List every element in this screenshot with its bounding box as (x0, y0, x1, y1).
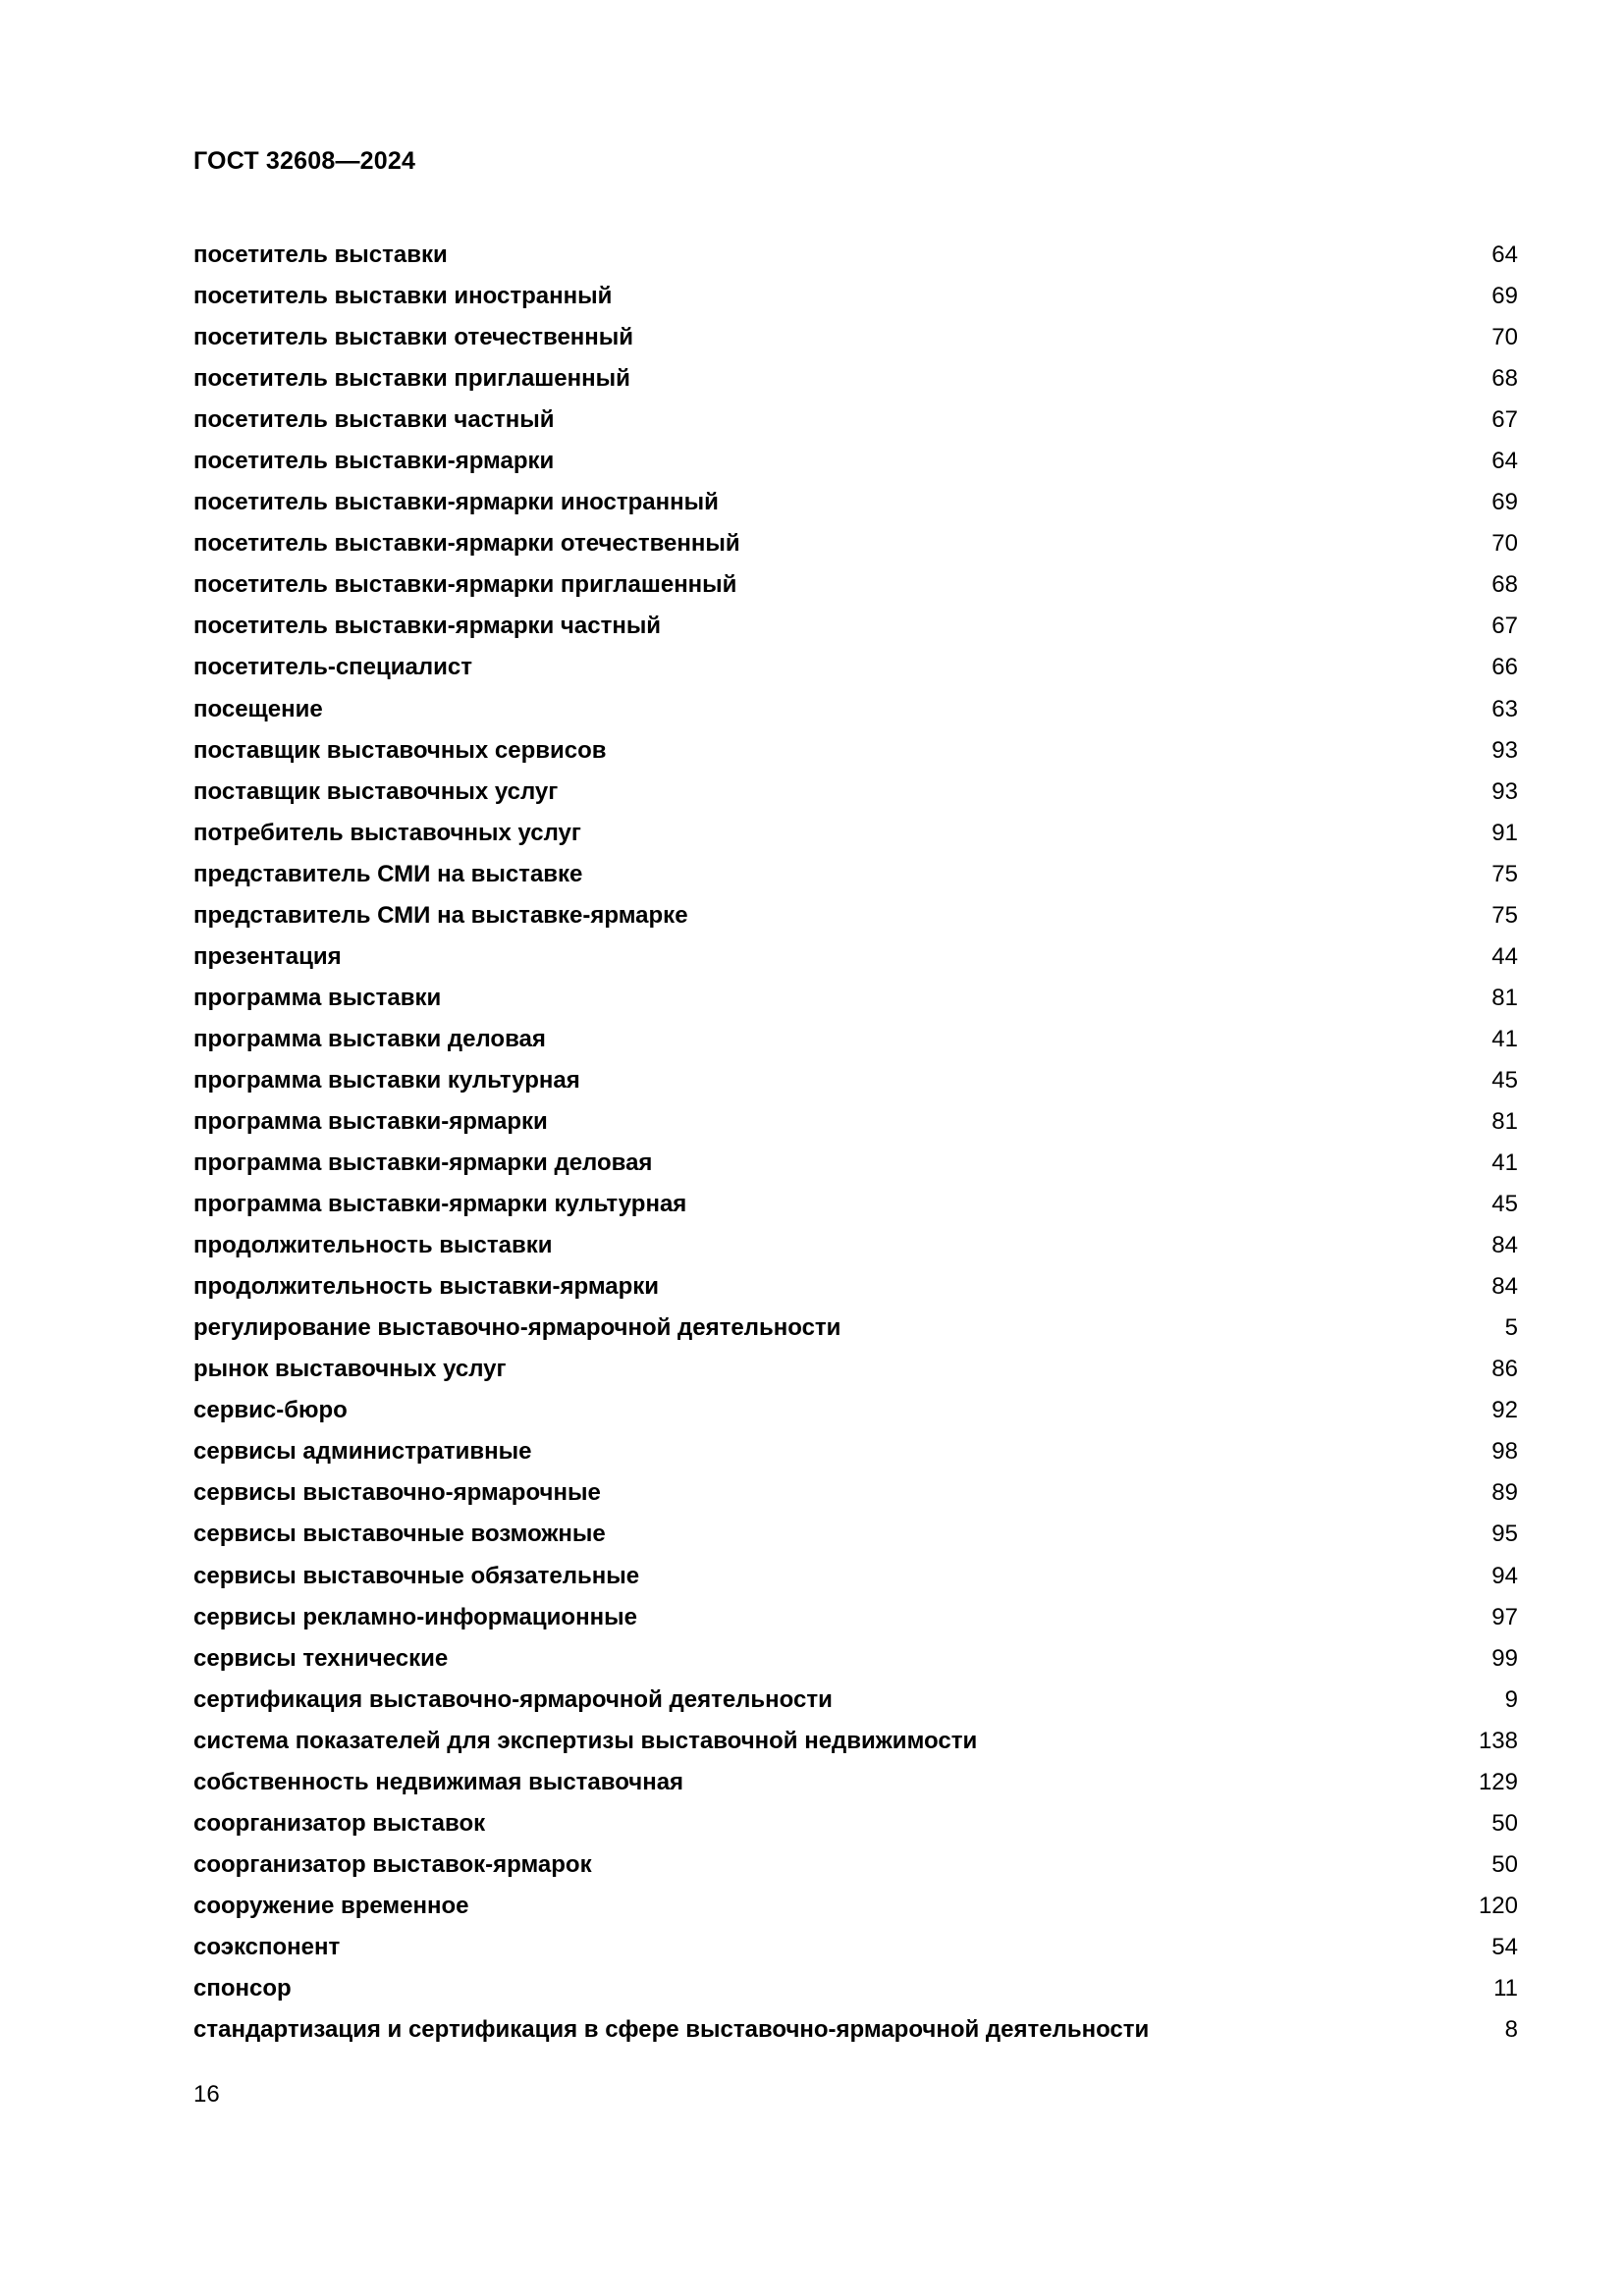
index-term: поставщик выставочных сервисов (193, 736, 607, 764)
index-page-ref: 41 (1491, 1025, 1518, 1052)
index-page-ref: 84 (1491, 1232, 1518, 1259)
index-entry (193, 2009, 1518, 2051)
index-page-ref: 44 (1491, 942, 1518, 970)
index-term: посетитель выставки-ярмарки иностранный (193, 489, 719, 516)
index-entry (193, 895, 1518, 936)
index-page-ref: 68 (1491, 571, 1518, 599)
index-term: система показателей для экспертизы выставочной недвижимости (193, 1727, 978, 1754)
index-page-ref: 50 (1491, 1850, 1518, 1878)
index-term: сервисы административные (193, 1438, 532, 1466)
index-page-ref: 11 (1493, 1974, 1518, 2002)
index-page-ref: 69 (1491, 489, 1518, 516)
index-term: программа выставки деловая (193, 1025, 546, 1052)
index-entry (193, 400, 1518, 441)
index-entry (193, 854, 1518, 895)
index-term: посетитель выставки приглашенный (193, 365, 630, 393)
index-page-ref: 50 (1491, 1809, 1518, 1837)
page-number: 16 (193, 2081, 220, 2108)
index-term: соорганизатор выставок (193, 1809, 486, 1837)
index-entry (193, 523, 1518, 564)
index-entry (193, 1431, 1518, 1472)
index-entry (193, 1184, 1518, 1225)
index-term: программа выставки (193, 984, 442, 1011)
index-term: стандартизация и сертификация в сфере выставочно-ярмарочной деятельности (193, 2016, 1150, 2044)
index-page-ref: 67 (1491, 613, 1518, 640)
index-term: сертификация выставочно-ярмарочной деятельности (193, 1685, 833, 1713)
index-entry (193, 1886, 1518, 1927)
index-entry (193, 1308, 1518, 1349)
index-term: поставщик выставочных услуг (193, 777, 559, 805)
index-entry (193, 1680, 1518, 1721)
index-page-ref: 45 (1491, 1191, 1518, 1218)
index-page-ref: 8 (1504, 2016, 1518, 2044)
index-page-ref: 75 (1491, 901, 1518, 929)
index-term: сервисы выставочные возможные (193, 1521, 606, 1548)
index-term: посетитель выставки-ярмарки приглашенный (193, 571, 737, 599)
index-page-ref: 75 (1491, 860, 1518, 887)
index-page-ref: 66 (1491, 654, 1518, 681)
index-page-ref: 5 (1504, 1314, 1518, 1342)
index-page-ref: 93 (1491, 777, 1518, 805)
index-term: посетитель выставки-ярмарки (193, 448, 555, 475)
index-page-ref: 64 (1491, 448, 1518, 475)
index-page-ref: 84 (1491, 1273, 1518, 1301)
index-entry (193, 772, 1518, 813)
index-entry (193, 1514, 1518, 1555)
index-term: посещение (193, 695, 323, 722)
index-page-ref: 120 (1478, 1892, 1518, 1919)
index-entry (193, 1225, 1518, 1266)
index-entry (193, 1390, 1518, 1431)
document-header: ГОСТ 32608—2024 (193, 147, 416, 175)
index-entry (193, 1927, 1518, 1968)
index-entry (193, 276, 1518, 317)
index-entry (193, 1803, 1518, 1844)
index-page-ref: 138 (1478, 1727, 1518, 1754)
index-term: сервисы выставочные обязательные (193, 1562, 640, 1589)
index-page-ref: 9 (1504, 1685, 1518, 1713)
index-page-ref: 54 (1491, 1933, 1518, 1960)
index-term: посетитель выставки частный (193, 406, 555, 434)
index-term: регулирование выставочно-ярмарочной деятельности (193, 1314, 841, 1342)
index-entry (193, 689, 1518, 730)
index-entry (193, 1597, 1518, 1638)
index-term: программа выставки культурная (193, 1066, 580, 1094)
index-entry (193, 1143, 1518, 1184)
index-term: посетитель выставки-ярмарки частный (193, 613, 662, 640)
index-entry (193, 813, 1518, 854)
index-page-ref: 45 (1491, 1066, 1518, 1094)
index-page-ref: 98 (1491, 1438, 1518, 1466)
index-page-ref: 67 (1491, 406, 1518, 434)
index-term: представитель СМИ на выставке (193, 860, 583, 887)
index-page-ref: 95 (1491, 1521, 1518, 1548)
index-term: сервисы технические (193, 1644, 449, 1672)
index-term: программа выставки-ярмарки (193, 1107, 548, 1135)
index-entry (193, 482, 1518, 523)
index-entry (193, 1844, 1518, 1886)
index-page-ref: 63 (1491, 695, 1518, 722)
term-index-list (193, 235, 1518, 2051)
index-entry (193, 606, 1518, 647)
index-term: соэкспонент (193, 1933, 341, 1960)
index-entry (193, 936, 1518, 978)
index-term: программа выставки-ярмарки культурная (193, 1191, 687, 1218)
index-term: программа выставки-ярмарки деловая (193, 1149, 653, 1177)
index-entry (193, 1762, 1518, 1803)
index-entry (193, 730, 1518, 772)
index-page-ref: 64 (1491, 241, 1518, 268)
index-term: сервис-бюро (193, 1397, 348, 1424)
index-entry (193, 1721, 1518, 1762)
index-entry (193, 1019, 1518, 1060)
index-term: спонсор (193, 1974, 292, 2002)
index-entry (193, 1266, 1518, 1308)
index-term: презентация (193, 942, 342, 970)
index-page-ref: 70 (1491, 530, 1518, 558)
index-page-ref: 41 (1491, 1149, 1518, 1177)
index-page-ref: 68 (1491, 365, 1518, 393)
index-entry (193, 358, 1518, 400)
index-term: рынок выставочных услуг (193, 1356, 507, 1383)
index-page-ref: 86 (1491, 1356, 1518, 1383)
index-page-ref: 93 (1491, 736, 1518, 764)
index-term: сервисы рекламно-информационные (193, 1603, 637, 1630)
index-term: сервисы выставочно-ярмарочные (193, 1479, 601, 1507)
index-page-ref: 81 (1491, 1107, 1518, 1135)
index-term: посетитель выставки отечественный (193, 324, 634, 351)
index-page-ref: 81 (1491, 984, 1518, 1011)
index-term: представитель СМИ на выставке-ярмарке (193, 901, 688, 929)
index-entry (193, 1349, 1518, 1390)
index-entry (193, 1556, 1518, 1597)
index-entry (193, 235, 1518, 276)
index-entry (193, 1968, 1518, 2009)
index-page-ref: 91 (1491, 819, 1518, 846)
index-entry (193, 647, 1518, 688)
index-term: потребитель выставочных услуг (193, 819, 581, 846)
index-entry (193, 441, 1518, 482)
index-term: посетитель выставки (193, 241, 448, 268)
index-entry (193, 317, 1518, 358)
index-term: посетитель выставки иностранный (193, 283, 613, 310)
index-term: продолжительность выставки (193, 1232, 553, 1259)
index-page-ref: 99 (1491, 1644, 1518, 1672)
index-term: собственность недвижимая выставочная (193, 1768, 684, 1795)
index-entry (193, 1060, 1518, 1101)
index-page-ref: 129 (1478, 1768, 1518, 1795)
index-term: посетитель выставки-ярмарки отечественный (193, 530, 740, 558)
index-term: посетитель-специалист (193, 654, 472, 681)
index-term: соорганизатор выставок-ярмарок (193, 1850, 592, 1878)
index-page-ref: 69 (1491, 283, 1518, 310)
index-page-ref: 94 (1491, 1562, 1518, 1589)
index-page-ref: 97 (1491, 1603, 1518, 1630)
index-entry (193, 978, 1518, 1019)
index-entry (193, 1472, 1518, 1514)
index-page-ref: 89 (1491, 1479, 1518, 1507)
index-term: продолжительность выставки-ярмарки (193, 1273, 660, 1301)
index-entry (193, 1638, 1518, 1680)
index-page-ref: 70 (1491, 324, 1518, 351)
index-page-ref: 92 (1491, 1397, 1518, 1424)
index-entry (193, 564, 1518, 606)
index-term: сооружение временное (193, 1892, 469, 1919)
index-entry (193, 1101, 1518, 1143)
